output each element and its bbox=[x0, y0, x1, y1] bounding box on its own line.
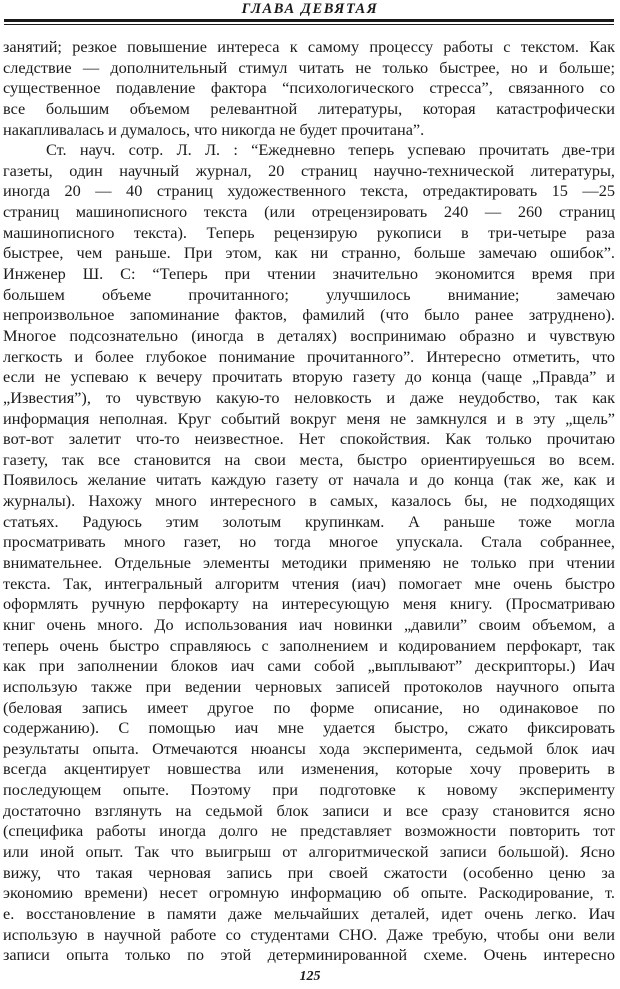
text-line: текста. Так, интегральный алгоритм чтения (иач) помогает мне очень быстро bbox=[3, 573, 615, 593]
text-line: как при заполнении блоков иач сами собой „выплывают” дескрипторы.) Иач bbox=[3, 656, 615, 676]
text-line: е. восстановление в памяти даже мельчайших деталей, идет очень легко. Иач bbox=[3, 903, 615, 923]
text-line: иногда 20 — 40 страниц художественного текста, отредактировать 15 —25 bbox=[3, 181, 615, 201]
text-line: (беловая запись имеет другое по форме описание, но одинаковое по bbox=[3, 697, 615, 717]
text-line: „Известия”), то чувствую какую-то неловкость и даже неудобство, так как bbox=[3, 387, 615, 407]
text-line: накапливалась и думалось, что никогда не будет прочитана”. bbox=[3, 119, 425, 139]
text-line: вижу, что такая черновая запись при своей сжатости (особенно ценю за bbox=[3, 862, 615, 882]
text-line: Многое подсознательно (иногда в деталях) воспринимаю образно и чувствую bbox=[3, 325, 615, 345]
text-line: легкость и более глубокое понимание прочитанного”. Интересно отметить, что bbox=[3, 346, 615, 366]
text-line: всегда акцентирует новшества или изменения, которые хочу проверить в bbox=[3, 759, 615, 779]
text-line: статьях. Радуюсь этим золотым крупинкам. А раньше тоже могла bbox=[3, 511, 615, 531]
text-line: страниц машинописного текста (или отрецензировать 240 — 260 страниц bbox=[3, 202, 615, 222]
text-line: последующем опыте. Поэтому при подготовке к новому эксперименту bbox=[3, 780, 615, 800]
text-line: результаты опыта. Отмечаются нюансы хода эксперимента, седьмой блок иач bbox=[3, 738, 615, 758]
text-line: теперь очень быстро справляюсь с заполнением и кодированием перфокарт, так bbox=[3, 635, 615, 655]
running-header bbox=[0, 0, 620, 28]
text-line: газету, так все становится на свои места, быстро ориентируешься во всем. bbox=[3, 449, 615, 469]
text-line: достаточно взглянуть на седьмой блок записи и все сразу становится ясно bbox=[3, 800, 615, 820]
text-line: информация неполная. Круг событий вокруг меня не замкнулся и в эту „щель” bbox=[3, 408, 615, 428]
header-rule-thin bbox=[4, 24, 614, 25]
page-number: 125 bbox=[299, 969, 321, 984]
text-line: существенное подавление фактора “психологического стресса”, связанного со bbox=[3, 78, 615, 98]
text-line: вот-вот залетит что-то неизвестное. Нет спокойствия. Как только прочитаю bbox=[3, 429, 615, 449]
text-line: если не успеваю к вечеру прочитать вторую газету до конца (чаще „Правда” и bbox=[3, 367, 615, 387]
text-line: следствие — дополнительный стимул читать не только быстрее, но и больше; bbox=[3, 57, 615, 77]
body-text bbox=[3, 37, 615, 966]
text-line: записи опыта только по этой детерминированной схеме. Очень интересно bbox=[3, 945, 615, 965]
text-line: все большим объемом релевантной литературы, которая катастрофически bbox=[3, 98, 615, 118]
text-line: оформлять ручную перфокарту на интересующую меня книгу. (Просматриваю bbox=[3, 594, 615, 614]
text-line: журналы). Нахожу много интересного в самых, казалось бы, не подходящих bbox=[3, 491, 615, 511]
text-line: большем объеме прочитанного; улучшилось внимание; замечаю bbox=[3, 284, 615, 304]
header-rule-thick bbox=[4, 19, 614, 22]
text-line: или иной опыт. Так что выигрыш от алгоритмической записи большой). Ясно bbox=[3, 841, 615, 861]
text-line: занятий; резкое повышение интереса к самому процессу работы с текстом. Как bbox=[3, 37, 615, 56]
text-line: экономию времени) несет огромную информацию об опыте. Раскодирование, т. bbox=[3, 883, 615, 903]
text-line: быстрее, чем раньше. При этом, как ни странно, больше замечаю ошибок”. bbox=[3, 243, 615, 263]
text-line: газеты, один научный журнал, 20 страниц научно-технической литературы, bbox=[3, 160, 615, 180]
text-line: непроизвольное запоминание фактов, фамилий (что было ранее затруднено). bbox=[3, 305, 615, 325]
text-line: просматривать много газет, но тогда многое упускала. Стала собраннее, bbox=[3, 532, 615, 552]
chapter-title: ГЛАВА ДЕВЯТАЯ bbox=[241, 1, 379, 17]
text-line: (специфика работы иногда долго не представляет возможности повторить тот bbox=[3, 821, 615, 841]
text-line: использую также при ведении черновых записей протоколов научного опыта bbox=[3, 676, 615, 696]
text-line: содержанию). С помощью иач мне удается быстро, сжато фиксировать bbox=[3, 718, 615, 738]
text-line: Появилось желание читать каждую газету от начала и до конца (так же, как и bbox=[3, 470, 615, 490]
text-line: Ст. науч. сотр. Л. Л. : “Ежедневно теперь успеваю прочитать две-три bbox=[46, 140, 615, 160]
text-line: внимательнее. Отдельные элементы методики применяю не только при чтении bbox=[3, 553, 615, 573]
text-line: использую в научной работе со студентами СНО. Даже требую, чтобы они вели bbox=[3, 924, 615, 944]
text-line: машинописного текста). Теперь рецензирую рукописи в три-четыре раза bbox=[3, 222, 615, 242]
text-line: книг очень много. До использования иач новинки „давили” своим объемом, а bbox=[3, 614, 615, 634]
text-line: Инженер Ш. С: “Теперь при чтении значительно экономится время при bbox=[3, 264, 615, 284]
